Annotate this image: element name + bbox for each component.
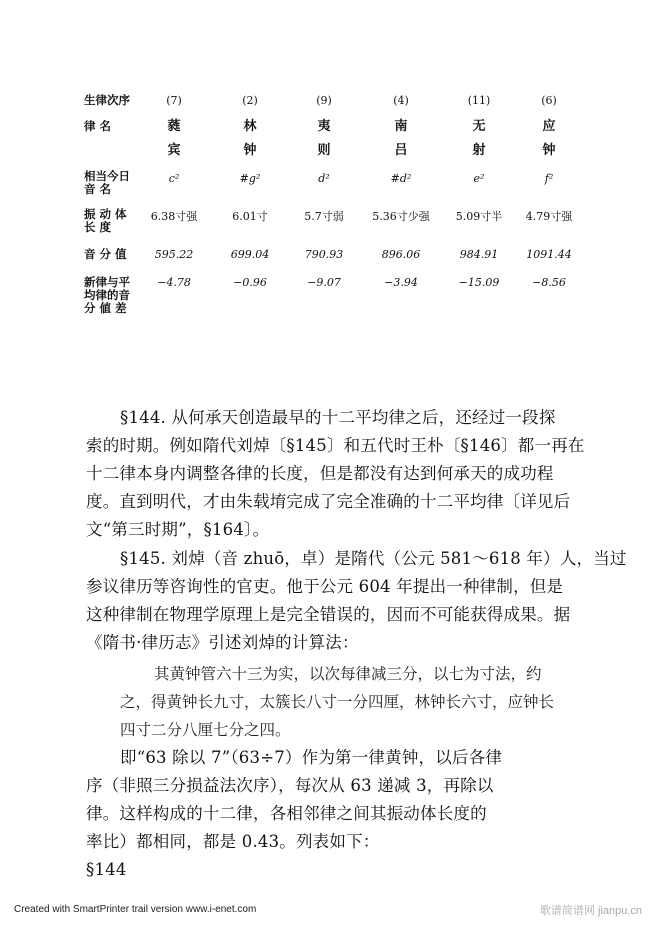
cell-name1-3: 南 [394, 119, 408, 134]
cell-name1-5: 应 [542, 119, 556, 134]
cell-pitch-2: d² [318, 172, 330, 185]
cell-name1-0: 蕤 [167, 119, 181, 134]
p144-line-5: 文“第三时期”，§164〕。 [86, 520, 270, 539]
row-label-order: 生律次序 [84, 93, 130, 107]
cell-pitch-3: #d² [390, 172, 412, 185]
quote-line-1: 其黄钟管六十三为实，以次每律减三分，以七为寸法，约 [154, 665, 542, 683]
cell-cents-4: 984.91 [459, 248, 499, 261]
cell-pitch-4: e² [473, 172, 485, 185]
after-line-1: 即“63 除以 7”（63÷7）作为第一律黄钟，以后各律 [120, 748, 503, 767]
quote-line-3: 四寸二分八厘七分之四。 [120, 721, 291, 739]
p144-line-1: §144. 从何承天创造最早的十二平均律之后，还经过一段探 [120, 408, 556, 427]
cell-length-2: 5.7寸弱 [304, 210, 344, 223]
cell-order-3: (4) [393, 94, 409, 107]
cell-cents-3: 896.06 [381, 248, 421, 261]
cell-length-3: 5.36寸少强 [372, 210, 430, 223]
cell-diff-5: −8.56 [532, 276, 566, 289]
row-label-diff: 新律与平 均律的音 分 値 差 [84, 275, 130, 315]
cell-name1-2: 夷 [317, 119, 331, 134]
after-line-5: §144 [86, 860, 127, 879]
cell-diff-0: −4.78 [157, 276, 191, 289]
p145-line-1: §145. 刘焯（音 zhuō，卓）是隋代（公元 581～618 年）人，当过 [120, 549, 627, 568]
cell-cents-2: 790.93 [304, 248, 344, 261]
cell-pitch-1: #g² [239, 172, 261, 185]
cell-name2-4: 射 [472, 143, 486, 158]
after-line-3: 律。这样构成的十二律，各相邻律之间其振动体长度的 [86, 804, 487, 823]
cell-name2-3: 吕 [394, 143, 408, 158]
cell-order-2: (9) [316, 94, 332, 107]
p145-line-2: 参议律历等咨询性的官吏。他于公元 604 年提出一种律制，但是 [86, 577, 564, 596]
cell-order-5: (6) [541, 94, 557, 107]
quote-line-2: 之，得黄钟长九寸，太簇长八寸一分四厘，林钟长六寸，应钟长 [120, 693, 555, 711]
footer-credit: Created with SmartPrinter trail version www.i-enet.com [14, 904, 257, 915]
cell-diff-1: −0.96 [233, 276, 267, 289]
p145-line-3: 这种律制在物理学原理上是完全错误的，因而不可能获得成果。据 [86, 605, 571, 624]
cell-diff-3: −3.94 [384, 276, 418, 289]
cell-pitch-0: c² [168, 172, 180, 185]
cell-name2-1: 钟 [243, 143, 257, 158]
p144-line-2: 索的时期。例如隋代刘焯〔§145〕和五代时王朴〔§146〕都一再在 [86, 436, 585, 455]
row-label-name: 律 名 [84, 119, 112, 133]
p144-line-3: 十二律本身内调整各律的长度，但是都没有达到何承天的成功程 [86, 464, 554, 483]
cell-name2-0: 宾 [167, 143, 181, 158]
watermark: 歌谱简谱网 jianpu.cn [539, 905, 642, 917]
p145-line-4: 《隋书·律历志》引述刘焯的计算法： [86, 633, 359, 652]
row-label-length: 振 动 体 长 度 [84, 207, 127, 234]
cell-name1-4: 无 [472, 119, 486, 134]
cell-name2-2: 则 [317, 143, 331, 158]
cell-order-1: (2) [242, 94, 258, 107]
cell-pitch-5: f² [544, 172, 554, 185]
cell-length-0: 6.38寸强 [150, 210, 198, 223]
cell-name1-1: 林 [243, 119, 257, 134]
cell-diff-2: −9.07 [307, 276, 341, 289]
p144-line-4: 度。直到明代，才由朱载堉完成了完全准确的十二平均律〔详见后 [86, 492, 571, 511]
row-label-pitch: 相当今日 音 名 [84, 169, 130, 196]
cell-cents-0: 595.22 [154, 248, 194, 261]
cell-length-1: 6.01寸 [232, 210, 268, 223]
cell-name2-5: 钟 [542, 143, 556, 158]
after-line-4: 率比）都相同，都是 0.43。列表如下： [86, 832, 380, 851]
after-line-2: 序（非照三分损益法次序），每次从 63 递减 3，再除以 [86, 776, 494, 795]
cell-order-4: (11) [467, 94, 491, 107]
cell-order-0: (7) [166, 94, 182, 107]
cell-length-4: 5.09寸半 [455, 210, 503, 223]
cell-diff-4: −15.09 [458, 276, 500, 289]
row-label-cents: 音 分 值 [84, 247, 127, 261]
cell-cents-5: 1091.44 [526, 248, 572, 261]
cell-cents-1: 699.04 [230, 248, 270, 261]
cell-length-5: 4.79寸强 [525, 210, 573, 223]
